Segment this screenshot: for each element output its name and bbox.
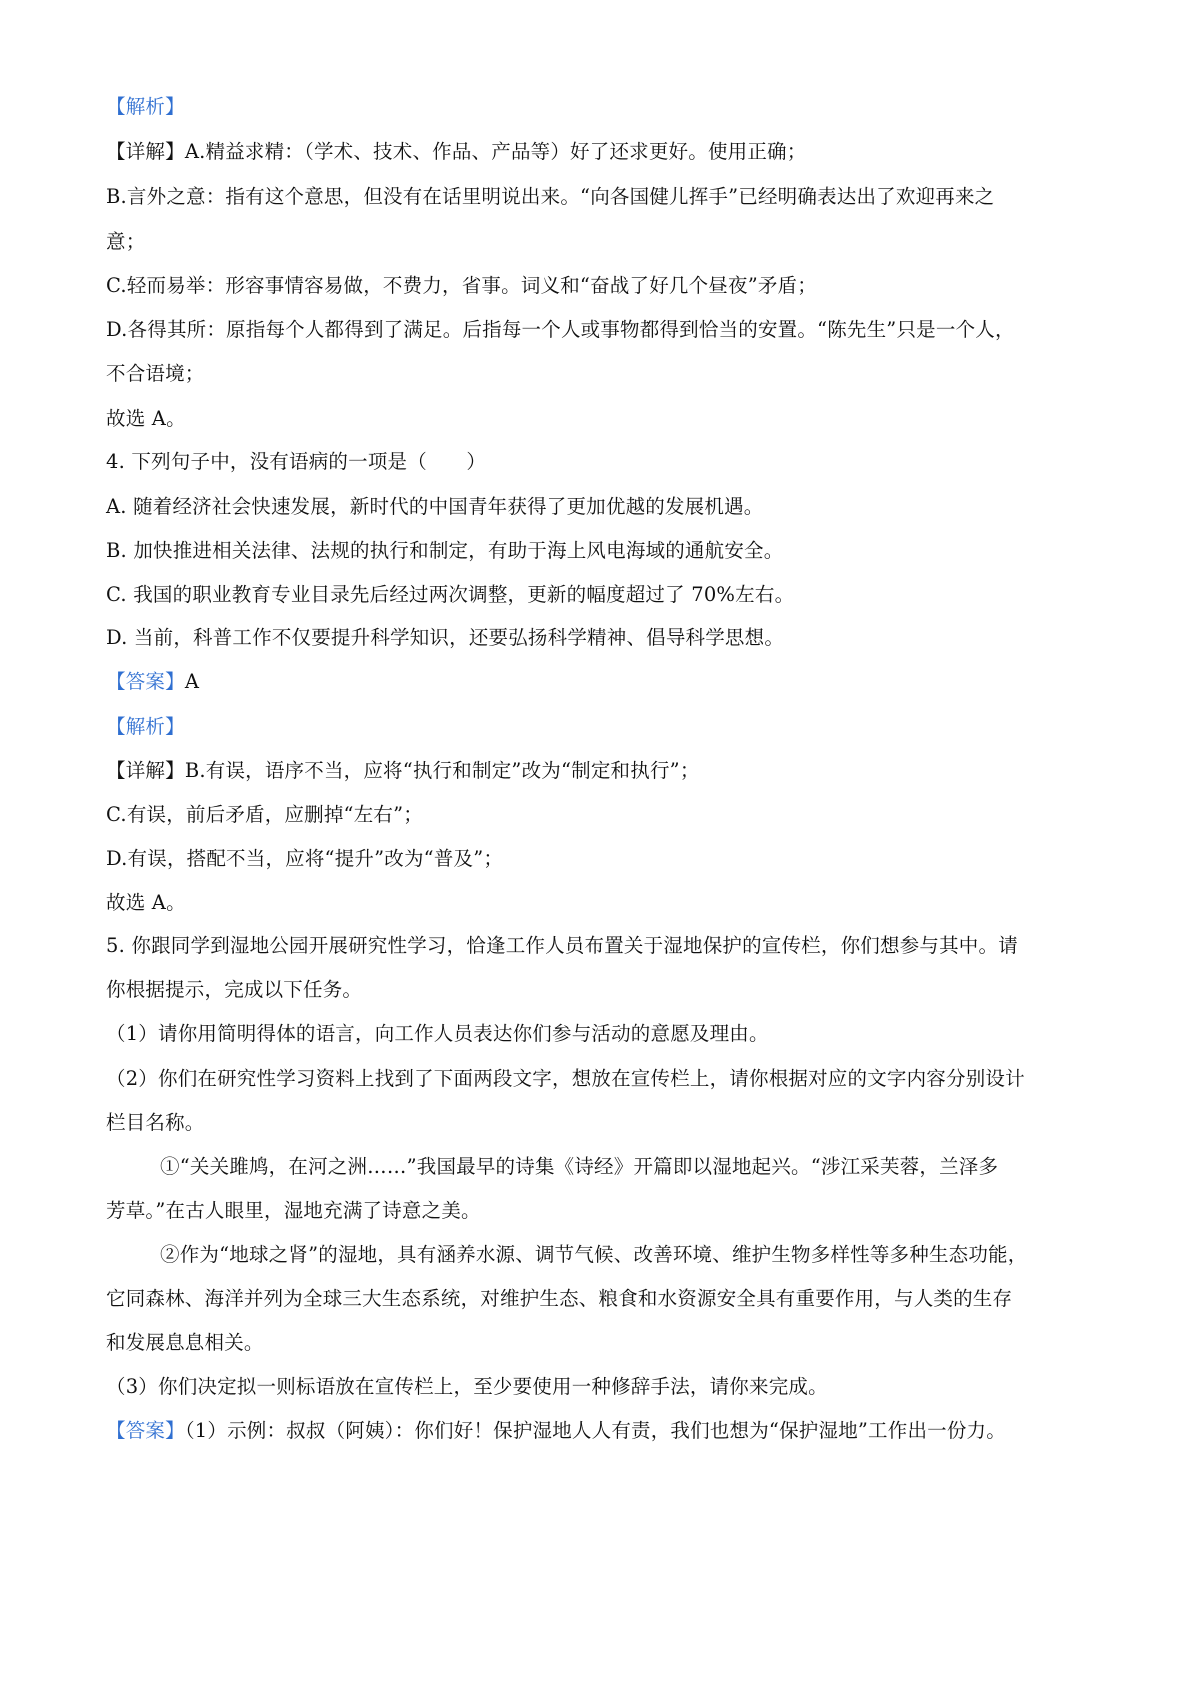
q3-conclusion: 故选 A。	[106, 407, 186, 430]
detail-tag: 【详解】	[106, 759, 185, 782]
answer-text: （1）示例：叔叔（阿姨）：你们好！保护湿地人人有责，我们也想为“保护湿地”工作出一份力。	[184, 1419, 1006, 1442]
answer-tag: 【答案】	[106, 670, 185, 693]
q5-task2-line2: 栏目名称。	[106, 1111, 205, 1134]
q4-detail-d: D.有误，搭配不当，应将“提升”改为“普及”；	[106, 847, 504, 870]
q3-detail-b-line1: B.言外之意：指有这个意思，但没有在话里明说出来。“向各国健儿挥手”已经明确表达出了欢迎再来之	[106, 185, 995, 208]
q4-option-c: C. 我国的职业教育专业目录先后经过两次调整，更新的幅度超过了 70%左右。	[106, 583, 795, 606]
q4-stem-emphasis: 没有 · ·	[250, 450, 289, 473]
q3-detail-a	[106, 139, 806, 165]
q5-task3: （3）你们决定拟一则标语放在宣传栏上，至少要使用一种修辞手法，请你来完成。	[106, 1375, 828, 1398]
q4-stem-post: 语病的一项是（ ）	[289, 450, 487, 473]
q5-passage2-line3: 和发展息息相关。	[106, 1331, 264, 1354]
q5-stem-line1: 5. 你跟同学到湿地公园开展研究性学习，恰逢工作人员布置关于湿地保护的宣传栏，你们想参与其中。请	[106, 934, 1018, 957]
q4-analysis-heading: 【解析】	[106, 715, 185, 738]
detail-tag: 【详解】	[106, 140, 185, 163]
q3-analysis-heading: 【解析】	[106, 95, 185, 118]
detail-text: B.有误，语序不当，应将“执行和制定”改为“制定和执行”；	[184, 759, 700, 782]
q5-passage1-line2: 芳草。”在古人眼里，湿地充满了诗意之美。	[106, 1199, 481, 1222]
q4-option-d: D. 当前，科普工作不仅要提升科学知识，还要弘扬科学精神、倡导科学思想。	[106, 626, 785, 649]
answer-tag: 【答案】	[106, 1419, 185, 1442]
q3-detail-d-line1: D.各得其所：原指每个人都得到了满足。后指每一个人或事物都得到恰当的安置。“陈先生”只是一个人，	[106, 318, 1015, 341]
answer-value: A	[184, 670, 200, 693]
q4-conclusion: 故选 A。	[106, 891, 186, 914]
q4-stem	[106, 449, 486, 475]
q4-detail-b	[106, 758, 700, 784]
q4-option-a: A. 随着经济社会快速发展，新时代的中国青年获得了更加优越的发展机遇。	[106, 495, 764, 518]
q5-task2-line1: （2）你们在研究性学习资料上找到了下面两段文字，想放在宣传栏上，请你根据对应的文字内容分别设计	[106, 1067, 1025, 1090]
q5-answer	[106, 1418, 1006, 1444]
q5-passage2-line2: 它同森林、海洋并列为全球三大生态系统，对维护生态、粮食和水资源安全具有重要作用，与人类的生存	[106, 1287, 1013, 1310]
q5-passage2-line1: ②作为“地球之肾”的湿地，具有涵养水源、调节气候、改善环境、维护生物多样性等多种生态功能，	[160, 1243, 1028, 1266]
q4-answer	[106, 669, 199, 695]
q3-detail-d-line2: 不合语境；	[106, 362, 205, 385]
q4-option-b: B. 加快推进相关法律、法规的执行和制定，有助于海上风电海域的通航安全。	[106, 539, 784, 562]
q5-stem-line2: 你根据提示，完成以下任务。	[106, 978, 363, 1001]
q4-detail-c: C.有误，前后矛盾，应删掉“左右”；	[106, 803, 423, 826]
q3-detail-c: C.轻而易举：形容事情容易做，不费力，省事。词义和“奋战了好几个昼夜”矛盾；	[106, 274, 817, 297]
q3-detail-b-line2: 意；	[106, 230, 146, 253]
q4-stem-pre: 4. 下列句子中，	[106, 450, 250, 473]
detail-text: A.精益求精：（学术、技术、作品、产品等）好了还求更好。使用正确；	[184, 140, 807, 163]
q5-task1: （1）请你用简明得体的语言，向工作人员表达你们参与活动的意愿及理由。	[106, 1022, 769, 1045]
q5-passage1-line1: ①“关关雎鸠，在河之洲……”我国最早的诗集《诗经》开篇即以湿地起兴。“涉江采芙蓉，兰泽多	[160, 1155, 999, 1178]
